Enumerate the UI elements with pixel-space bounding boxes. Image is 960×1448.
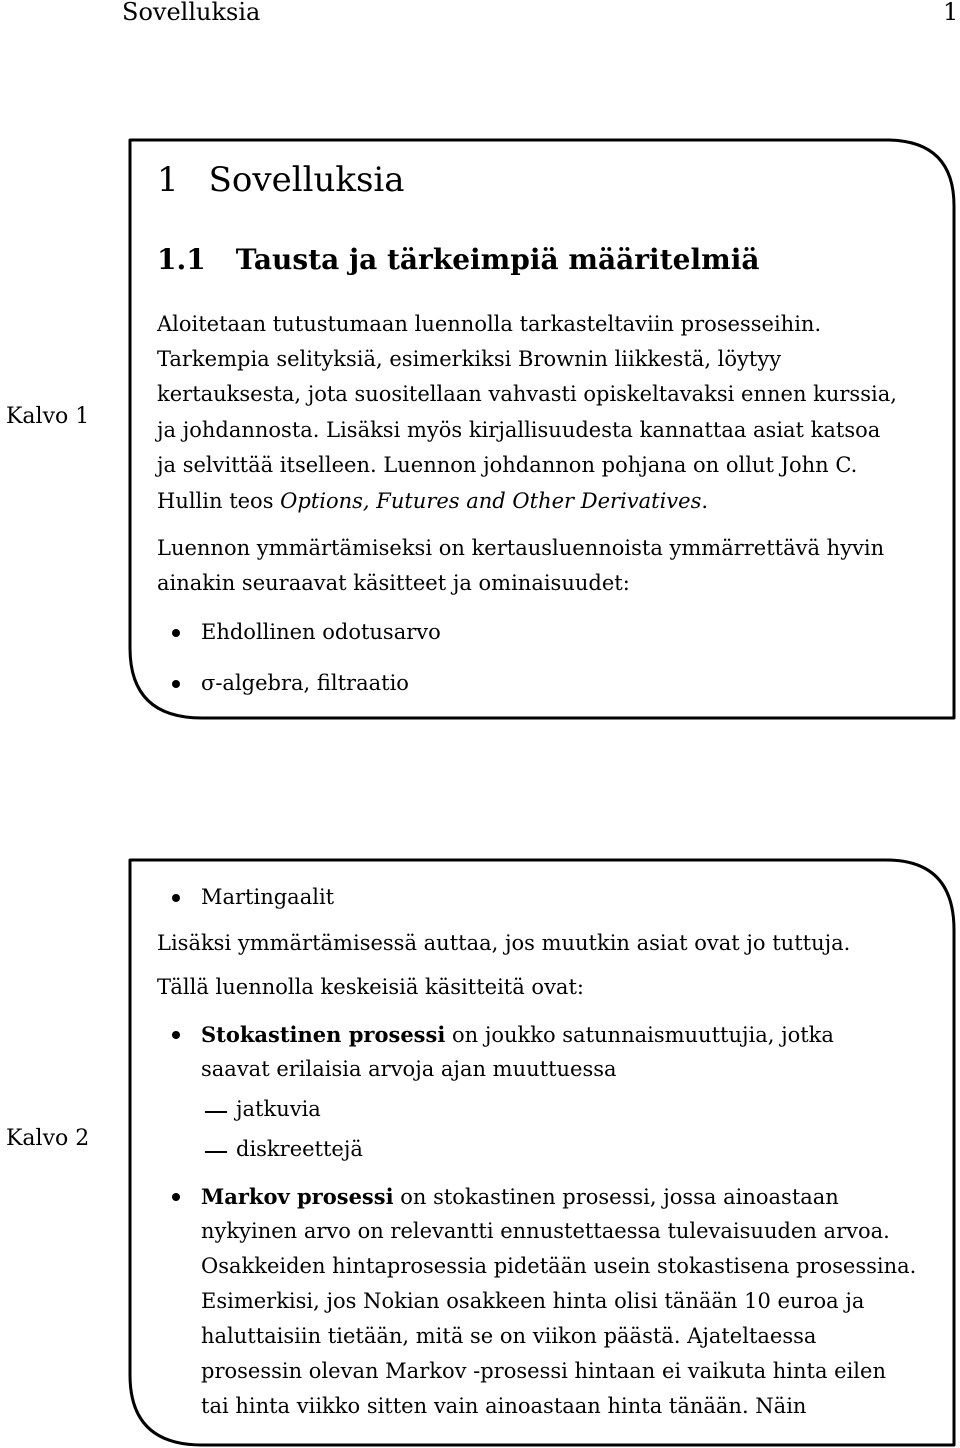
text: on joukko satunnaismuuttujia, jotka bbox=[445, 1023, 834, 1047]
page-number: 1 bbox=[943, 0, 959, 26]
paragraph-line: Tarkempia selityksiä, esimerkiksi Brownin liikkestä, löytyy bbox=[157, 347, 782, 371]
book-title: Options, Futures and Other Derivatives bbox=[280, 489, 702, 513]
dash-icon bbox=[205, 1111, 227, 1113]
list-item: Ehdollinen odotusarvo bbox=[201, 620, 441, 644]
bullet-icon bbox=[172, 894, 180, 902]
list-item-continued: saavat erilaisia arvoja ajan muuttuessa bbox=[201, 1057, 617, 1081]
subsection-number: 1.1 bbox=[157, 243, 206, 276]
paragraph-line: Lisäksi ymmärtämisessä auttaa, jos muutkin asiat ovat jo tuttuja. bbox=[157, 931, 851, 955]
text: . bbox=[701, 489, 709, 513]
dash-icon bbox=[205, 1151, 227, 1153]
subsection-title: Tausta ja tärkeimpiä määritelmiä bbox=[235, 243, 760, 276]
paragraph-line: Luennon ymmärtämiseksi on kertausluennoista ymmärrettävä hyvin bbox=[157, 536, 885, 560]
section-title: Sovelluksia bbox=[208, 160, 405, 200]
section-heading bbox=[157, 160, 405, 200]
term: Stokastinen prosessi bbox=[201, 1022, 446, 1047]
list-item-continued: tai hinta viikko sitten vain ainoastaan hinta tänään. Näin bbox=[201, 1394, 807, 1418]
text: on stokastinen prosessi, jossa ainoastaan bbox=[393, 1185, 839, 1209]
bullet-icon bbox=[172, 629, 180, 637]
section-number: 1 bbox=[157, 160, 179, 200]
paragraph-line: kertauksesta, jota suositellaan vahvasti opiskeltavaksi ennen kurssia, bbox=[157, 382, 897, 406]
list-item-continued: Esimerkisi, jos Nokian osakkeen hinta olisi tänään 10 euroa ja bbox=[201, 1289, 865, 1313]
paragraph-line: ja selvittää itselleen. Luennon johdannon pohjana on ollut John C. bbox=[157, 453, 858, 477]
sub-list-item: diskreettejä bbox=[236, 1137, 363, 1161]
term: Markov prosessi bbox=[201, 1184, 394, 1209]
list-item: Martingaalit bbox=[201, 885, 335, 909]
list-item: σ-algebra, filtraatio bbox=[201, 671, 409, 695]
sub-list-item: jatkuvia bbox=[236, 1097, 321, 1121]
list-item bbox=[201, 1184, 839, 1209]
paragraph-line: ja johdannosta. Lisäksi myös kirjallisuudesta kannattaa asiat katsoa bbox=[157, 418, 881, 442]
paragraph-line: Aloitetaan tutustumaan luennolla tarkasteltaviin prosesseihin. bbox=[157, 312, 822, 336]
list-item-continued: Osakkeiden hintaprosessia pidetään usein stokastisena prosessina. bbox=[201, 1254, 917, 1278]
bullet-icon bbox=[172, 1031, 180, 1039]
slide-2-label: Kalvo 2 bbox=[6, 1126, 90, 1151]
list-item bbox=[201, 1022, 834, 1047]
list-item-continued: nykyinen arvo on relevantti ennustettaessa tulevaisuuden arvoa. bbox=[201, 1219, 890, 1243]
list-item-continued: prosessin olevan Markov -prosessi hintaan ei vaikuta hinta eilen bbox=[201, 1359, 886, 1383]
paragraph-line: Tällä luennolla keskeisiä käsitteitä ovat: bbox=[157, 975, 584, 999]
bullet-icon bbox=[172, 1193, 180, 1201]
text: Hullin teos bbox=[157, 489, 281, 513]
paragraph-line bbox=[157, 489, 708, 513]
running-header: Sovelluksia bbox=[122, 0, 261, 26]
bullet-icon bbox=[172, 680, 180, 688]
paragraph-line: ainakin seuraavat käsitteet ja ominaisuudet: bbox=[157, 571, 630, 595]
subsection-heading bbox=[157, 243, 760, 276]
slide-1-label: Kalvo 1 bbox=[6, 404, 90, 429]
list-item-continued: haluttaisiin tietään, mitä se on viikon päästä. Ajateltaessa bbox=[201, 1324, 817, 1348]
